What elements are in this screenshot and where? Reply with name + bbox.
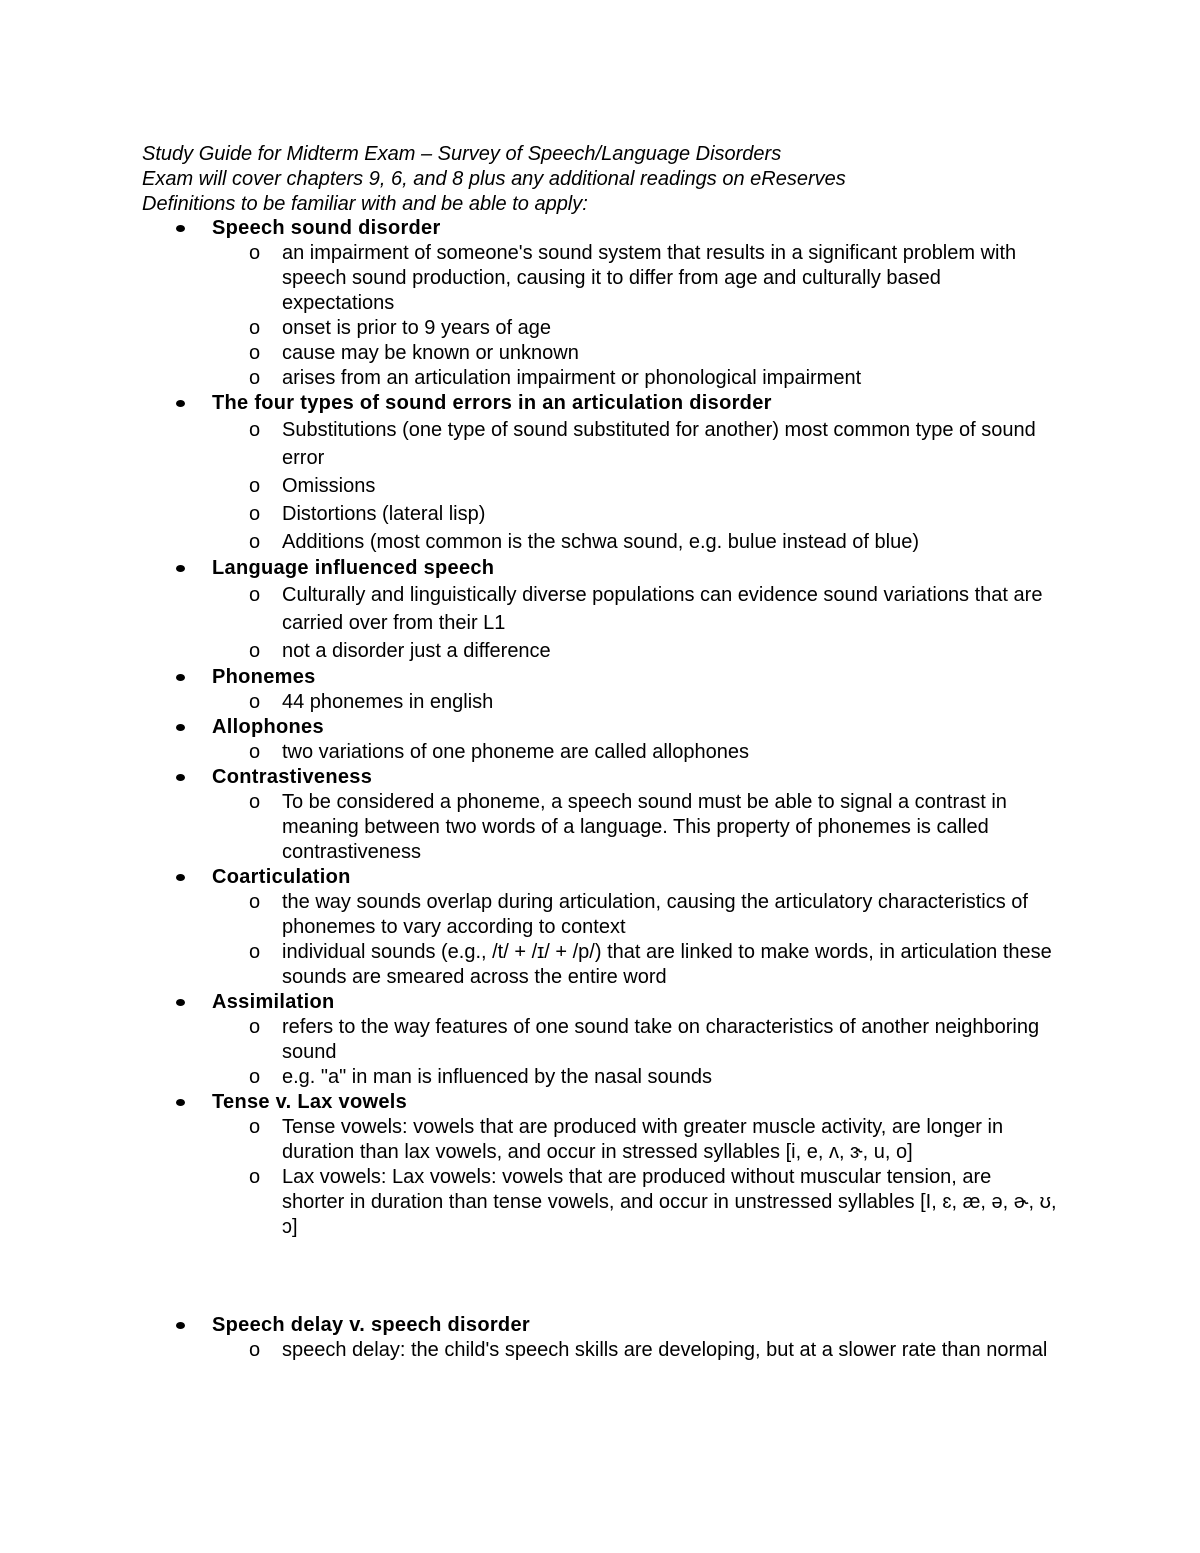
bullet-icon <box>176 565 185 572</box>
sub-bullet-marker: o <box>249 1166 261 1188</box>
sub-bullet-marker: o <box>249 342 261 364</box>
sub-bullet-marker: o <box>249 503 261 525</box>
definition-points <box>0 416 1200 556</box>
term-label: Speech sound disorder <box>212 217 441 239</box>
definition-point-text: refers to the way features of one sound take on characteristics of another neighboring sound <box>282 1016 1040 1063</box>
definition-point <box>0 341 1057 366</box>
definition-point <box>0 1115 1057 1165</box>
term-label: Tense v. Lax vowels <box>212 1091 408 1113</box>
definitions-list <box>0 216 1200 1240</box>
definition-point-text: 44 phonemes in english <box>282 691 494 713</box>
exam-coverage-line: Exam will cover chapters 9, 6, and 8 plus any additional readings on eReserves <box>142 168 846 190</box>
definition-points <box>0 1338 1200 1363</box>
term-heading-tense-v-lax-vowels <box>0 1090 1200 1115</box>
term-heading-the-four-types-of-sound-errors-in-an-articulation-disorder <box>0 391 1200 416</box>
definition-point-text: speech delay: the child's speech skills are developing, but at a slower rate than normal <box>282 1339 1048 1361</box>
sub-bullet-marker: o <box>249 741 261 763</box>
definitions-instructions: Definitions to be familiar with and be able to apply: <box>142 193 588 215</box>
bullet-icon <box>176 225 185 232</box>
definition-point <box>0 241 1057 316</box>
term-heading-phonemes <box>0 665 1200 690</box>
term-heading-allophones <box>0 715 1200 740</box>
definition-point-text: Tense vowels: vowels that are produced with greater muscle activity, are longer in duration than lax vowels, and occur in stressed syllables [i, e, ʌ, ɝ, u, o] <box>282 1116 1004 1163</box>
definition-point <box>0 690 1057 715</box>
term-heading-contrastiveness <box>0 765 1200 790</box>
sub-bullet-marker: o <box>249 1066 261 1088</box>
definition-points <box>0 1115 1200 1240</box>
sub-bullet-marker: o <box>249 1016 261 1038</box>
definition-point <box>0 528 1057 556</box>
definition-points <box>0 790 1200 865</box>
term-label: Speech delay v. speech disorder <box>212 1314 530 1336</box>
definition-point-text: To be considered a phoneme, a speech sound must be able to signal a contrast in meaning between two words of a language. This property of phonemes is called contrastiveness <box>282 791 1007 863</box>
definition-point-text: an impairment of someone's sound system that results in a significant problem with speech sound production, causing it to differ from age and culturally based expectations <box>282 242 1017 314</box>
definition-point-text: Additions (most common is the schwa sound, e.g. bulue instead of blue) <box>282 531 920 553</box>
definition-point-text: the way sounds overlap during articulation, causing the articulatory characteristics of phonemes to vary according to context <box>282 891 1028 938</box>
definition-point <box>0 500 1057 528</box>
bullet-icon <box>176 1322 185 1329</box>
definition-point-text: individual sounds (e.g., /t/ + /ɪ/ + /p/) that are linked to make words, in articulation these sounds are smeared across the entire word <box>282 941 1052 988</box>
sub-bullet-marker: o <box>249 640 261 662</box>
sub-bullet-marker: o <box>249 317 261 339</box>
definition-point <box>0 740 1057 765</box>
term-label: The four types of sound errors in an articulation disorder <box>212 392 772 414</box>
term-heading-assimilation <box>0 990 1200 1015</box>
definition-point <box>0 1015 1057 1065</box>
sub-bullet-marker: o <box>249 531 261 553</box>
definition-point <box>0 472 1057 500</box>
bullet-icon <box>176 774 185 781</box>
definition-point <box>0 940 1057 990</box>
term-label: Language influenced speech <box>212 557 495 579</box>
definition-point-text: cause may be known or unknown <box>282 342 579 364</box>
sub-bullet-marker: o <box>249 367 261 389</box>
definition-points <box>0 241 1200 391</box>
definition-point <box>0 1338 1057 1363</box>
bullet-icon <box>176 1099 185 1106</box>
bullet-icon <box>176 999 185 1006</box>
term-heading-speech-sound-disorder <box>0 216 1200 241</box>
definition-points <box>0 690 1200 715</box>
term-heading-language-influenced-speech <box>0 556 1200 581</box>
bullet-icon <box>176 724 185 731</box>
definition-point <box>0 890 1057 940</box>
definition-point-text: Substitutions (one type of sound substituted for another) most common type of sound error <box>282 419 1036 469</box>
sub-bullet-marker: o <box>249 941 261 963</box>
definition-point-text: arises from an articulation impairment or phonological impairment <box>282 367 862 389</box>
definition-points <box>0 740 1200 765</box>
definition-point <box>0 790 1057 865</box>
sub-bullet-marker: o <box>249 891 261 913</box>
sub-bullet-marker: o <box>249 1339 261 1361</box>
definition-point <box>0 1165 1057 1240</box>
term-label: Coarticulation <box>212 866 351 888</box>
sub-bullet-marker: o <box>249 791 261 813</box>
document-title: Study Guide for Midterm Exam – Survey of Speech/Language Disorders <box>142 143 782 165</box>
definition-point-text: Distortions (lateral lisp) <box>282 503 486 525</box>
document-header <box>142 142 1102 217</box>
bullet-icon <box>176 400 185 407</box>
definition-point-text: Culturally and linguistically diverse populations can evidence sound variations that are carried over from their L1 <box>282 584 1043 634</box>
sub-bullet-marker: o <box>249 691 261 713</box>
term-label: Allophones <box>212 716 324 738</box>
term-label: Contrastiveness <box>212 766 373 788</box>
definition-points <box>0 1015 1200 1090</box>
definition-point <box>0 416 1057 472</box>
definition-point <box>0 581 1057 637</box>
term-heading-coarticulation <box>0 865 1200 890</box>
definition-point-text: Omissions <box>282 475 376 497</box>
bullet-icon <box>176 674 185 681</box>
definition-point-text: Lax vowels: Lax vowels: vowels that are produced without muscular tension, are shorter in duration than tense vowels, and occur in unstressed syllables [I, ɛ, æ, ə, ɚ, ʊ, ɔ] <box>282 1166 1057 1238</box>
definition-points <box>0 581 1200 665</box>
sub-bullet-marker: o <box>249 475 261 497</box>
definitions-list-continued <box>0 1313 1200 1363</box>
definition-point <box>0 637 1057 665</box>
definition-point-text: not a disorder just a difference <box>282 640 551 662</box>
definition-point-text: e.g. "a" in man is influenced by the nasal sounds <box>282 1066 713 1088</box>
sub-bullet-marker: o <box>249 1116 261 1138</box>
sub-bullet-marker: o <box>249 419 261 441</box>
definition-points <box>0 890 1200 990</box>
definition-point <box>0 316 1057 341</box>
term-label: Phonemes <box>212 666 316 688</box>
bullet-icon <box>176 874 185 881</box>
definition-point-text: two variations of one phoneme are called allophones <box>282 741 749 763</box>
term-label: Assimilation <box>212 991 335 1013</box>
definition-point-text: onset is prior to 9 years of age <box>282 317 552 339</box>
sub-bullet-marker: o <box>249 242 261 264</box>
definition-point <box>0 366 1057 391</box>
sub-bullet-marker: o <box>249 584 261 606</box>
definition-point <box>0 1065 1057 1090</box>
term-heading-speech-delay-v-speech-disorder <box>0 1313 1200 1338</box>
